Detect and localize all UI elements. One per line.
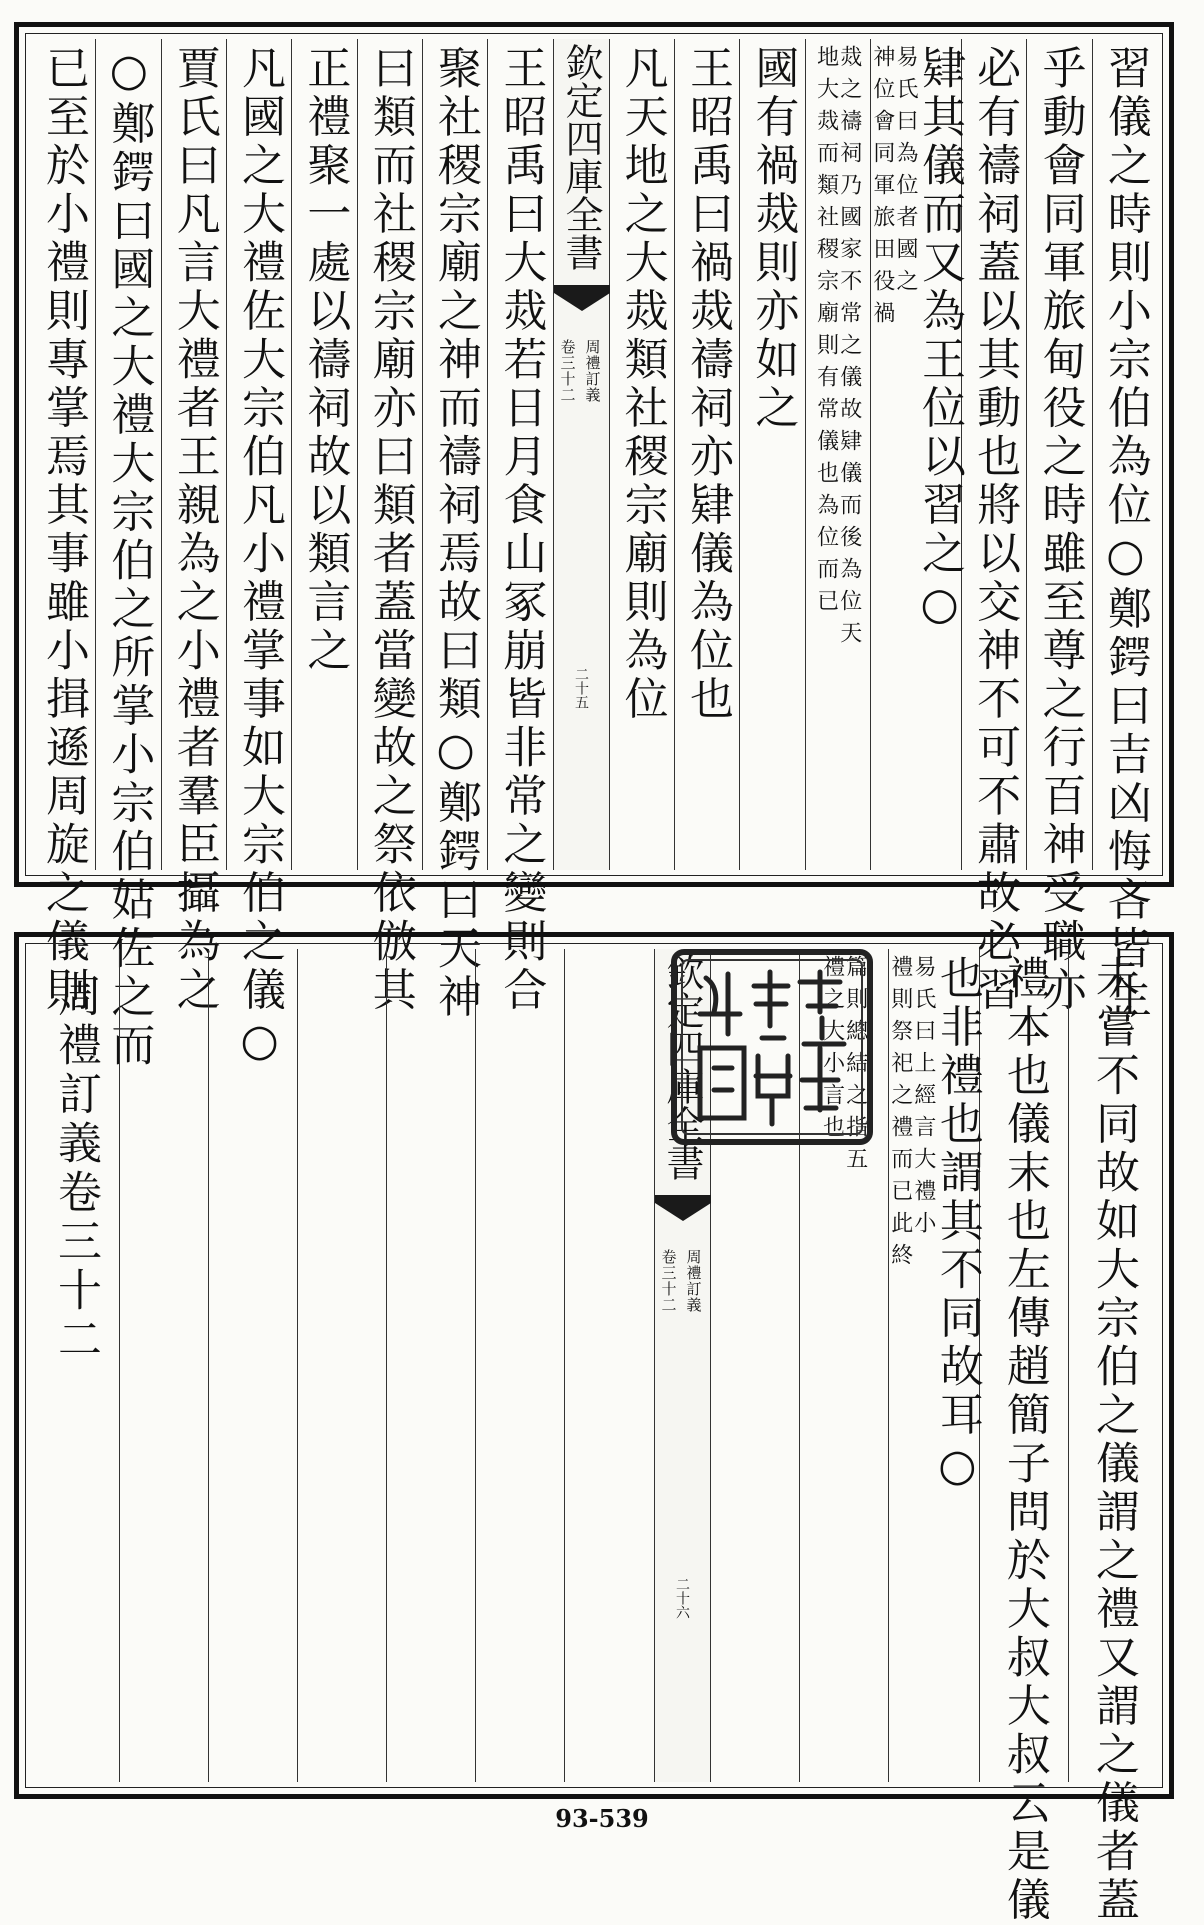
main-text: ○鄭鍔曰國之大禮大宗伯之所掌小宗伯姑佐之而 — [103, 45, 155, 1071]
text-column — [95, 39, 160, 1071]
fishtail-mark — [554, 285, 610, 313]
center-fold-column — [553, 39, 609, 870]
text-column — [887, 949, 983, 1782]
commentary-note: 篇則總結之指五 — [842, 955, 868, 1179]
text-column — [805, 39, 870, 870]
commentary-note: 烖之禱祠乃國家不常之儀故肄儀而後為位天 — [836, 45, 862, 653]
commentary-notes — [889, 955, 935, 1782]
commentary-note: 禮則祭祀之禮而已此終 — [887, 955, 913, 1275]
text-column — [422, 39, 487, 1022]
text-column — [487, 39, 552, 1015]
main-text: 聚社稷宗廟之神而禱祠焉故曰類○鄭鍔曰天神 — [430, 45, 482, 1022]
text-column — [31, 949, 119, 1782]
text-column — [869, 39, 966, 870]
main-text: 必有禱祠蓋以其動也將以交神不可不肅故必習 — [969, 45, 1021, 1015]
fishtail-mark — [655, 1195, 711, 1223]
text-column — [208, 949, 297, 1782]
text-column — [386, 949, 475, 1782]
leaf-number: 二十五 — [573, 667, 590, 709]
volume-number: 卷三十二 — [558, 339, 577, 403]
main-text: 正禮聚一處以禱祠故以類言之 — [299, 45, 351, 676]
text-column — [979, 949, 1068, 1925]
main-text: 肄其儀而又為王位以習之○ — [914, 45, 966, 634]
commentary-note: 禮之大小言也 — [819, 955, 845, 1147]
book-name: 周禮訂義 — [583, 339, 602, 403]
text-column — [475, 949, 564, 1782]
main-text: 王昭禹曰大烖若日月食山冢崩皆非常之變則合 — [495, 45, 547, 1015]
commentary-note: 地大烖而類社稷宗廟則有常儀也為位而已 — [813, 45, 839, 621]
commentary-note: 神位會同軍旅田役禍 — [869, 45, 895, 333]
text-column — [961, 39, 1026, 1015]
volume-number: 卷三十二 — [659, 1249, 678, 1313]
book-name: 周禮訂義 — [684, 1249, 703, 1313]
main-text: 未嘗不同故如大宗伯之儀謂之禮又謂之儀者蓋 — [1087, 955, 1139, 1925]
main-text: 乎動會同軍旅甸役之時雖至尊之行百神受職亦 — [1034, 45, 1086, 1015]
text-column — [564, 949, 653, 1782]
text-column — [357, 39, 422, 1015]
text-column — [161, 39, 226, 1015]
commentary-note: 易氏曰上經言大禮小 — [910, 955, 936, 1243]
main-text: 已至於小禮則專掌焉其事雖小揖遜周旋之儀則 — [38, 45, 90, 1015]
commentary-note: 易氏曰為位者國之 — [893, 45, 919, 301]
text-column — [674, 39, 739, 870]
main-text: 也非禮也謂其不同故耳○ — [931, 955, 983, 1496]
main-text: 賈氏曰凡言大禮者王親為之小禮者羣臣攝為之 — [168, 45, 220, 1015]
main-text: 習儀之時則小宗伯為位○鄭鍔曰吉凶悔吝皆生 — [1099, 45, 1151, 1022]
leaf-number: 二十六 — [674, 1577, 690, 1619]
main-text: 曰類而社稷宗廟亦曰類者蓋當變故之祭依倣其 — [364, 45, 416, 1015]
text-column — [31, 39, 95, 1015]
text-column — [739, 39, 804, 870]
text-column — [1092, 39, 1157, 1022]
book-volume-label — [558, 339, 604, 403]
main-text: 凡國之大禮佐大宗伯凡小禮掌事如大宗伯之儀○ — [234, 45, 286, 1071]
page-number-footer: 93-539 — [555, 1804, 649, 1833]
text-column — [1026, 39, 1091, 1015]
imperial-seal-stamp — [670, 948, 874, 1146]
commentary-notes — [815, 45, 861, 870]
text-column — [1068, 949, 1157, 1925]
text-column — [226, 39, 291, 1071]
text-column — [609, 39, 674, 870]
commentary-notes — [871, 45, 917, 870]
text-column — [291, 39, 356, 870]
book-volume-label — [659, 1249, 705, 1313]
main-text: 國有禍烖則亦如之 — [747, 45, 799, 433]
main-text: 禮本也儀末也左傳趙簡子問於大叔大叔云是儀 — [998, 955, 1050, 1925]
collection-title: 欽定四庫全書 — [559, 43, 604, 271]
main-text: 凡天地之大烖類社稷宗廟則為位 — [616, 45, 668, 724]
volume-end-title: 周禮訂義卷三十二 — [49, 973, 101, 1365]
main-text: 王昭禹曰禍烖禱祠亦肄儀為位也 — [682, 45, 733, 724]
text-column — [119, 949, 208, 1782]
text-column — [297, 949, 386, 1782]
collection-title: 欽定四庫全書 — [660, 953, 704, 1181]
